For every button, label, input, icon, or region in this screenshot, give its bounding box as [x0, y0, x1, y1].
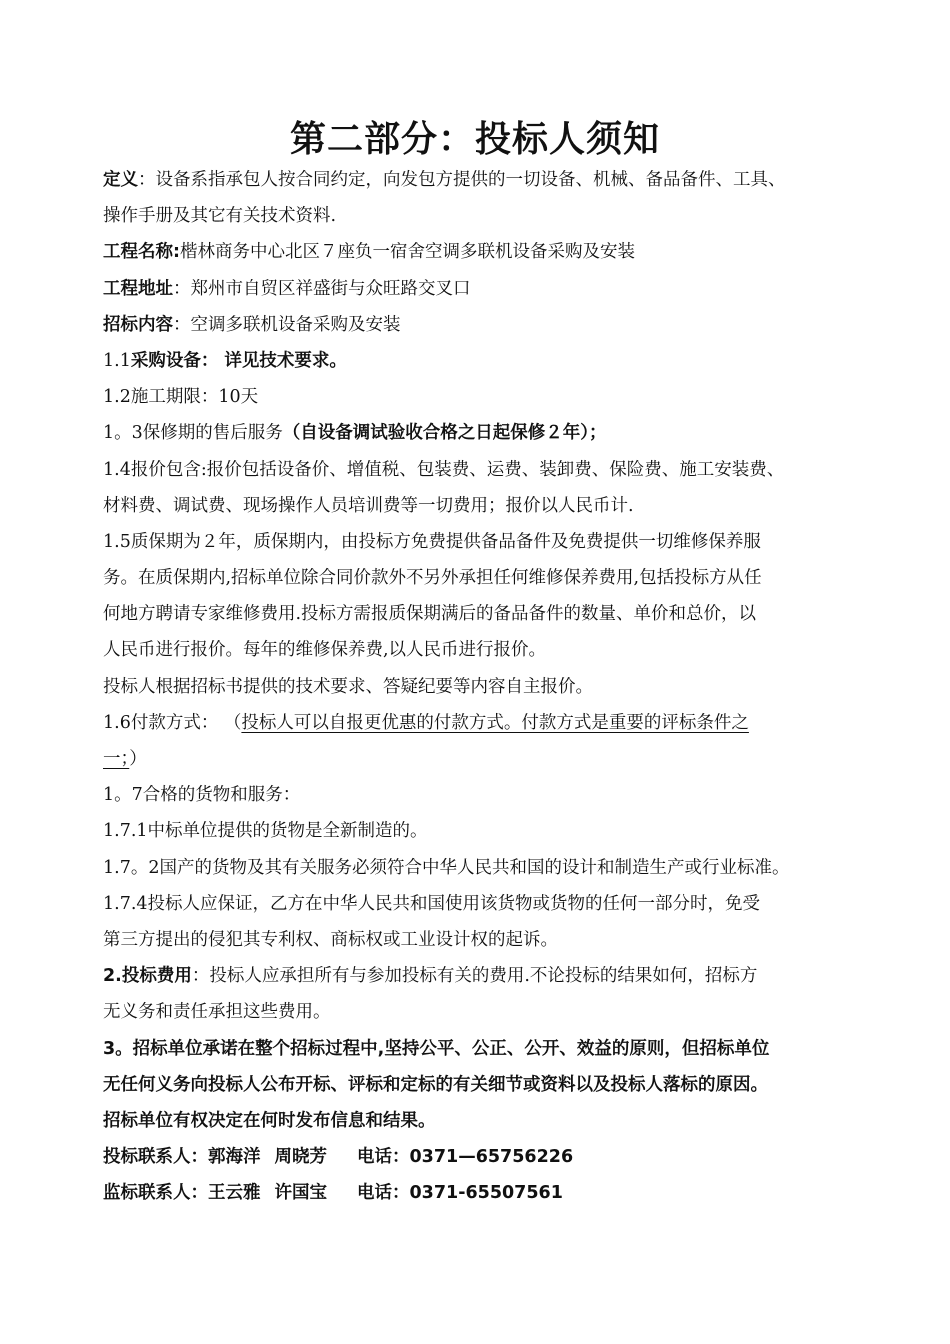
definition-text-1: 设备系指承包人按合同约定，向发包方提供的一切设备、机械、备品备件、工具、	[155, 170, 786, 190]
item-1-7-2-line: 1.7。2国产的货物及其有关服务必须符合中华人民共和国的设计和制造生产或行业标准。	[103, 857, 790, 878]
tender-content-separator: ：	[173, 314, 191, 335]
definition-text-2: 操作手册及其它有关技术资料.	[103, 206, 337, 227]
contact-name-1: 郭海洋	[208, 1147, 261, 1168]
item-1-7-4-line-1: 1.7.4投标人应保证，乙方在中华人民共和国使用该货物或货物的任何一部分时，免受	[103, 893, 761, 914]
project-address-label: 工程地址	[103, 278, 173, 299]
contact-name-2: 许国宝	[274, 1183, 327, 1204]
contact-role: 监标联系人：	[103, 1183, 208, 1204]
tender-content-value: 空调多联机设备采购及安装	[190, 314, 401, 335]
item-1-5-line-4: 人民币进行报价。每年的维修保养费,以人民币进行报价。	[103, 640, 547, 661]
item-1-6-line-1	[103, 705, 853, 741]
item-1-7-4-line-2: 第三方提出的侵犯其专利权、商标权或工业设计权的起诉。	[103, 929, 558, 950]
definition-label: 定义	[103, 170, 138, 190]
contact-phone-label: 电话：	[357, 1147, 410, 1168]
project-address-value: 郑州市自贸区祥盛街与众旺路交叉口	[190, 278, 471, 299]
contact-name-2: 周晓芳	[274, 1147, 327, 1168]
contact-phone: 0371-65507561	[409, 1183, 563, 1204]
item-1-5-line-1: 1.5质保期为２年，质保期内，由投标方免费提供备品备件及免费提供一切维修保养服	[103, 531, 761, 552]
contact-phone: 0371—65756226	[409, 1147, 574, 1168]
item-1-3-line	[103, 415, 853, 451]
project-name-separator: :	[173, 242, 180, 263]
item-1-6-line-2	[103, 741, 853, 777]
contact-role: 投标联系人：	[103, 1147, 208, 1168]
item-3-line-1: 3。招标单位承诺在整个招标过程中,坚持公平、公正、公开、效益的原则，但招标单位	[103, 1038, 770, 1059]
document-body	[103, 162, 853, 1211]
item-2-label: 2.投标费用	[103, 966, 192, 987]
item-1-6-suffix: ）	[129, 749, 147, 769]
item-2-text-1: 投标人应承担所有与参加投标有关的费用.不论投标的结果如何，招标方	[209, 966, 758, 987]
item-2-separator: ：	[191, 966, 210, 987]
tender-content-line	[103, 307, 853, 343]
item-1-7-line: 1。7合格的货物和服务：	[103, 785, 301, 806]
item-1-1-line	[103, 343, 853, 379]
item-1-6-underlined-1: 投标人可以自报更优惠的付款方式。付款方式是重要的评标条件之	[241, 712, 749, 733]
item-2-line-2: 无义务和责任承担这些费用。	[103, 1002, 331, 1023]
item-3-line-2: 无任何义务向投标人公布开标、评标和定标的有关细节或资料以及投标人落标的原因。	[103, 1074, 768, 1095]
item-1-5-line-2: 务。在质保期内,招标单位除合同价款外不另外承担任何维修保养费用,包括投标方从任	[103, 568, 762, 589]
item-1-4-line-2: 材料费、调试费、现场操作人员培训费等一切费用；报价以人民币计.	[103, 495, 634, 516]
item-1-6-prefix: 1.6付款方式： （	[103, 712, 242, 733]
item-1-5-line-3: 何地方聘请专家维修费用.投标方需报质保期满后的备品备件的数量、单价和总价，以	[103, 604, 757, 625]
project-address-line	[103, 271, 853, 307]
item-1-7-1-line: 1.7.1中标单位提供的货物是全新制造的。	[103, 821, 428, 842]
item-1-1-prefix: 1.1	[103, 350, 131, 371]
definition-line-1	[103, 162, 853, 198]
item-1-3-warranty: （自设备调试验收合格之日起保修２年）；	[282, 423, 607, 444]
item-2-line-1	[103, 958, 853, 994]
page-title: 第二部分：投标人须知	[289, 119, 660, 160]
tender-content-label: 招标内容	[103, 314, 173, 335]
contact-phone-label: 电话：	[357, 1183, 410, 1204]
self-quote-line: 投标人根据招标书提供的技术要求、答疑纪要等内容自主报价。	[103, 676, 593, 697]
contact-row-bidding	[103, 1139, 853, 1175]
item-1-2-line: 1.2施工期限：10天	[103, 387, 259, 408]
definition-line-2	[103, 198, 853, 234]
item-1-3-prefix: 1。3保修期的售后服务	[103, 423, 283, 444]
contact-row-supervision	[103, 1175, 853, 1211]
project-name-value: 楷林商务中心北区７座负一宿舍空调多联机设备采购及安装	[180, 242, 635, 263]
definition-separator: ：	[138, 170, 156, 190]
project-address-separator: ：	[173, 278, 191, 299]
item-3-line-3: 招标单位有权决定在何时发布信息和结果。	[103, 1110, 436, 1131]
item-1-4-line-1: 1.4报价包含:报价包括设备价、增值税、包装费、运费、装卸费、保险费、施工安装费、	[103, 459, 785, 480]
contact-name-1: 王云雅	[208, 1183, 261, 1204]
item-1-1-label: 采购设备： 详见技术要求。	[130, 350, 347, 371]
item-1-6-underlined-2: 一；	[103, 749, 130, 769]
project-name-line	[103, 234, 853, 270]
project-name-label: 工程名称	[103, 242, 173, 263]
